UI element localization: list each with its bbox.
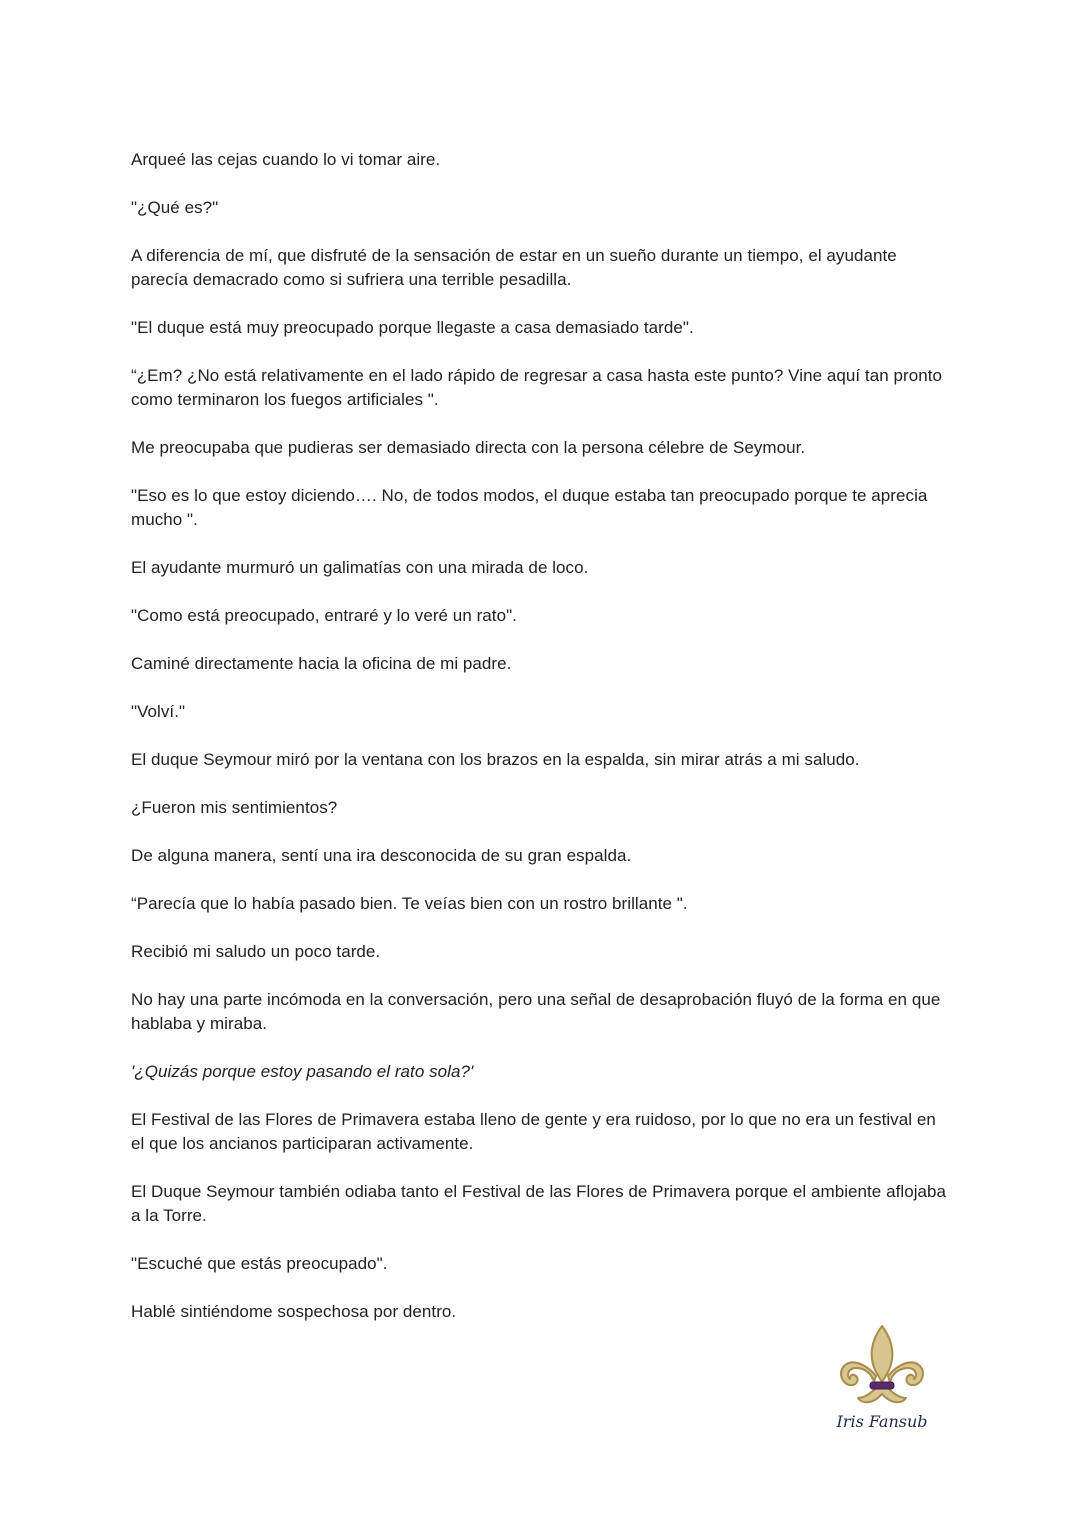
paragraph: ¿Fueron mis sentimientos? [131,798,338,817]
paragraph: "Volví." [131,702,186,721]
paragraph: El Duque Seymour también odiaba tanto el Festival de las Flores de Primavera porque el ambiente aflojaba a la Torre. [131,1182,947,1225]
paragraph: "Eso es lo que estoy diciendo…. No, de todos modos, el duque estaba tan preocupado porque te aprecia mucho ". [131,486,928,529]
paragraph: Hablé sintiéndome sospechosa por dentro. [131,1302,457,1321]
paragraph: El duque Seymour miró por la ventana con los brazos en la espalda, sin mirar atrás a mi saludo. [131,750,860,769]
paragraph: “¿Em? ¿No está relativamente en el lado rápido de regresar a casa hasta este punto? Vine aquí tan pronto como terminaron los fuegos artificiales ". [131,366,942,409]
italic-paragraph: '¿Quizás porque estoy pasando el rato sola?' [131,1062,474,1081]
paragraph: De alguna manera, sentí una ira desconocida de su gran espalda. [131,846,632,865]
paragraph: “Parecía que lo había pasado bien. Te veías bien con un rostro brillante ". [131,894,688,913]
iris-fansub-logo [832,1324,932,1440]
paragraph: "¿Qué es?" [131,198,219,217]
paragraph: Recibió mi saludo un poco tarde. [131,942,381,961]
paragraph: "Escuché que estás preocupado". [131,1254,388,1273]
paragraph: No hay una parte incómoda en la conversación, pero una señal de desaprobación fluyó de la forma en que hablaba y miraba. [131,990,941,1033]
paragraph: El ayudante murmuró un galimatías con una mirada de loco. [131,558,589,577]
paragraph: Caminé directamente hacia la oficina de mi padre. [131,654,512,673]
paragraph: Arqueé las cejas cuando lo vi tomar aire. [131,150,441,169]
paragraph: "Como está preocupado, entraré y lo veré un rato". [131,606,517,625]
paragraph: Me preocupaba que pudieras ser demasiado directa con la persona célebre de Seymour. [131,438,806,457]
paragraph: "El duque está muy preocupado porque llegaste a casa demasiado tarde". [131,318,694,337]
fleur-de-lis-icon [836,1324,928,1408]
paragraph: El Festival de las Flores de Primavera estaba lleno de gente y era ruidoso, por lo que no era un festival en el que los ancianos participaran activamente. [131,1110,936,1153]
paragraph: A diferencia de mí, que disfruté de la sensación de estar en un sueño durante un tiempo, el ayudante parecía demacrado como si sufriera una terrible pesadilla. [131,246,897,289]
logo-text: Iris Fansub [836,1412,928,1431]
document-body [131,148,951,1348]
